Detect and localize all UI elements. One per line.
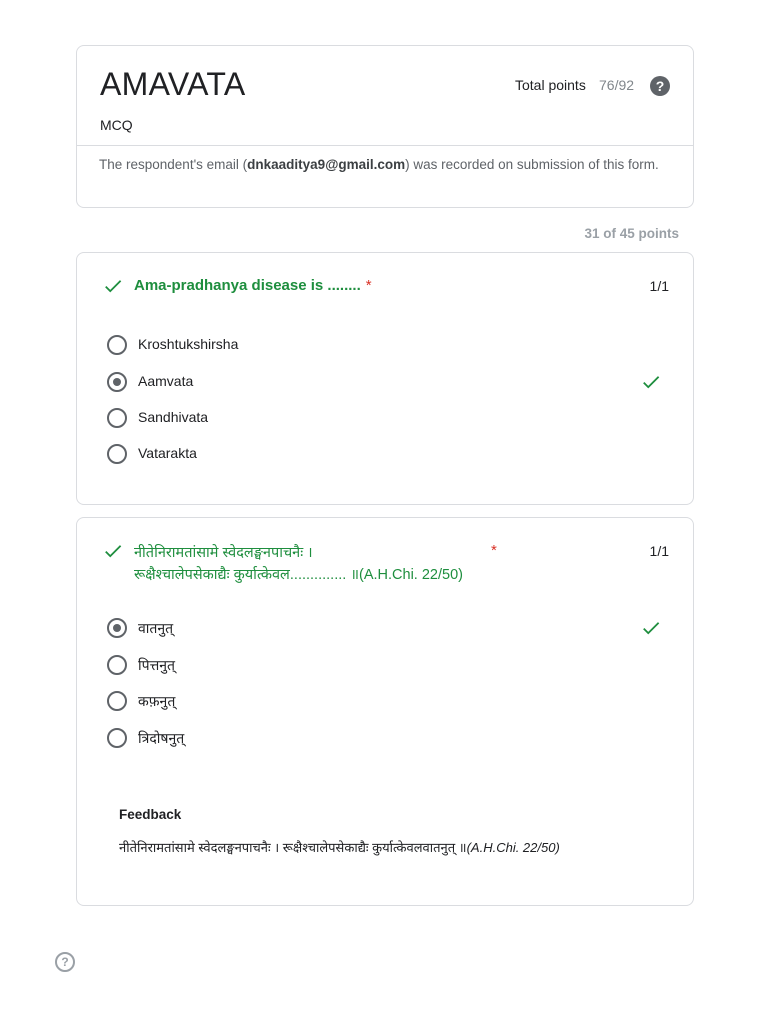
question-card — [76, 252, 694, 505]
option-vatanut[interactable] — [107, 618, 667, 640]
total-points-label: Total points — [515, 77, 586, 93]
radio-button[interactable] — [107, 691, 127, 711]
respondent-email: dnkaaditya9@gmail.com — [247, 157, 406, 172]
question-title-line-2: रूक्षैश्चालेपसेकाद्यैः कुर्यात्केवल.............. ॥(A.H.Chi. 22/50) — [134, 567, 463, 583]
feedback-text: नीतेनिरामतांसामे स्वेदलङ्घनपाचनैः । रूक्षैश्चालेपसेकाद्यैः कुर्यात्केवलवातनुत् ॥(A.H.Chi. 22/50) — [119, 840, 560, 855]
option-sandhivata[interactable] — [107, 408, 667, 430]
question-title-line-1: नीतेनिरामतांसामे स्वेदलङ्घनपाचनैः । — [134, 545, 313, 561]
form-description: MCQ — [100, 117, 133, 133]
correct-check-icon — [640, 371, 662, 393]
option-label: Aamvata — [138, 373, 194, 389]
option-kroshtukshirsha[interactable] — [107, 335, 667, 357]
radio-button[interactable] — [107, 408, 127, 428]
radio-button-selected[interactable] — [107, 618, 127, 638]
option-label: Sandhivata — [138, 409, 209, 425]
question-title: Ama-pradhanya disease is ........ * — [134, 277, 372, 294]
option-kaphanut[interactable] — [107, 691, 667, 713]
correct-check-icon — [102, 275, 124, 297]
form-title: AMAVATA — [100, 66, 246, 102]
required-asterisk: * — [365, 277, 372, 294]
help-icon[interactable]: ? — [650, 76, 670, 96]
radio-button[interactable] — [107, 444, 127, 464]
radio-button[interactable] — [107, 728, 127, 748]
option-aamvata[interactable] — [107, 372, 667, 394]
question-score: 1/1 — [649, 278, 669, 294]
question-card — [76, 517, 694, 906]
feedback-reference: (A.H.Chi. 22/50) — [466, 840, 560, 855]
form-header-card — [76, 45, 694, 208]
help-circle-icon[interactable]: ? — [55, 952, 75, 972]
option-label: पित्तनुत् — [138, 657, 176, 673]
question-score: 1/1 — [649, 543, 669, 559]
radio-button[interactable] — [107, 655, 127, 675]
option-label: त्रिदोषनुत् — [138, 730, 185, 746]
option-label: कफ़नुत् — [138, 693, 176, 709]
option-label: वातनुत् — [138, 620, 174, 636]
total-points-value: 76/92 — [599, 77, 635, 93]
option-label: Kroshtukshirsha — [138, 336, 239, 352]
correct-check-icon — [102, 540, 124, 562]
option-label: Vatarakta — [138, 445, 197, 461]
radio-button-selected[interactable] — [107, 372, 127, 392]
option-pittanut[interactable] — [107, 655, 667, 677]
section-points: 31 of 45 points — [584, 226, 679, 241]
respondent-email-note: The respondent's email (dnkaaditya9@gmail.com) was recorded on submission of this form. — [99, 157, 659, 172]
radio-button[interactable] — [107, 335, 127, 355]
option-tridoshanut[interactable] — [107, 728, 667, 750]
header-divider — [77, 145, 693, 146]
option-vatarakta[interactable] — [107, 444, 667, 466]
feedback-heading: Feedback — [119, 807, 182, 822]
correct-check-icon — [640, 617, 662, 639]
required-asterisk: * — [491, 542, 497, 559]
